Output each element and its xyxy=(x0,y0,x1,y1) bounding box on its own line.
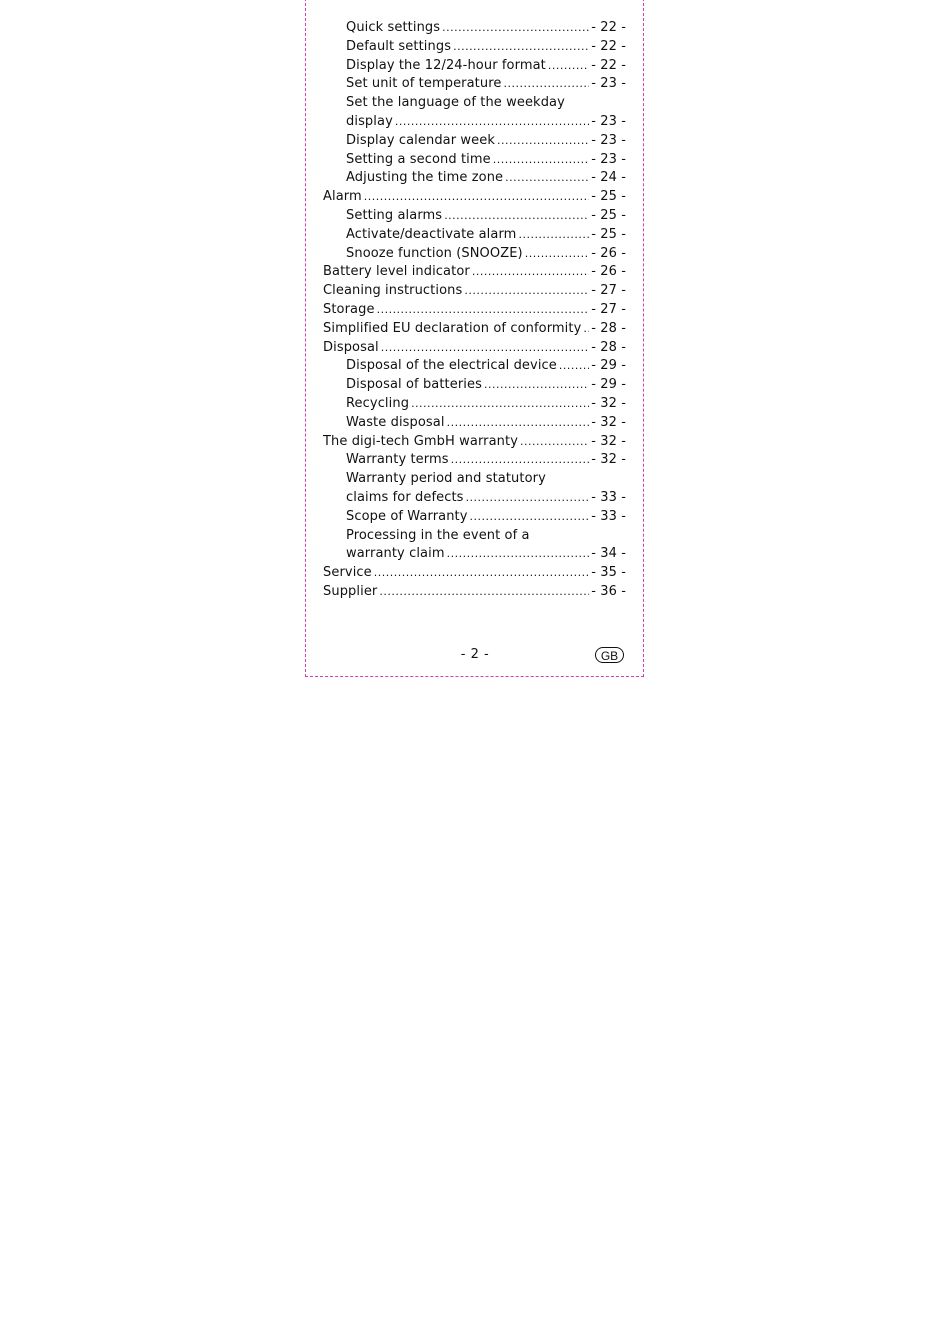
toc-entry-title: Recycling xyxy=(346,395,410,411)
toc-subentry[interactable] xyxy=(323,414,626,433)
toc-subentry[interactable] xyxy=(323,545,626,564)
toc-entry-page: - 35 - xyxy=(591,565,626,581)
toc-entry-page: - 25 - xyxy=(591,226,626,242)
toc-entry-page: - 29 - xyxy=(591,377,626,393)
toc-entry-title: Processing in the event of a xyxy=(346,527,530,543)
toc-entry-title: Storage xyxy=(323,301,375,317)
toc-entry-title: Disposal xyxy=(323,339,379,355)
language-badge: GB xyxy=(595,647,624,663)
toc-subentry[interactable] xyxy=(323,508,626,527)
toc-entry-page: - 36 - xyxy=(591,583,626,599)
toc-entry-title: Supplier xyxy=(323,583,378,599)
toc-dot-leader xyxy=(466,489,590,508)
toc-subentry[interactable] xyxy=(323,207,626,226)
toc-entry-page: - 29 - xyxy=(591,358,626,374)
toc-subentry[interactable] xyxy=(323,75,626,94)
toc-entry-title: Cleaning instructions xyxy=(323,283,463,299)
toc-dot-leader xyxy=(453,38,589,57)
toc-entry-title: Adjusting the time zone xyxy=(346,170,504,186)
toc-entry-title: Display calendar week xyxy=(346,132,495,148)
toc-entry-title: Setting a second time xyxy=(346,151,491,167)
toc-entry[interactable] xyxy=(323,282,626,301)
toc-entry-title: Quick settings xyxy=(346,20,441,35)
toc-subentry[interactable] xyxy=(323,357,626,376)
toc-dot-leader xyxy=(447,414,590,433)
toc-dot-leader xyxy=(559,357,589,376)
toc-subentry[interactable] xyxy=(323,489,626,508)
toc-subentry[interactable] xyxy=(323,169,626,188)
toc-entry-title: Warranty terms xyxy=(346,452,449,468)
toc-dot-leader xyxy=(503,75,589,94)
toc-entry[interactable] xyxy=(323,320,626,339)
toc-subentry[interactable] xyxy=(323,376,626,395)
toc-subentry[interactable] xyxy=(323,470,626,489)
toc-entry-title: Set the language of the weekday xyxy=(346,95,565,111)
toc-entry-page: - 22 - xyxy=(591,57,626,73)
toc-dot-leader xyxy=(377,301,590,320)
toc-dot-leader xyxy=(444,207,589,226)
toc-subentry[interactable] xyxy=(323,132,626,151)
table-of-contents xyxy=(323,19,626,602)
toc-dot-leader xyxy=(484,376,589,395)
toc-dot-leader xyxy=(451,451,590,470)
toc-dot-leader xyxy=(497,132,589,151)
toc-entry-title: Warranty period and statutory xyxy=(346,471,546,487)
toc-entry-page: - 27 - xyxy=(591,301,626,317)
toc-dot-leader xyxy=(381,339,589,358)
toc-entry-title: Snooze function (SNOOZE) xyxy=(346,245,523,261)
toc-entry-title: Waste disposal xyxy=(346,414,445,430)
toc-entry-title: Scope of Warranty xyxy=(346,508,468,524)
toc-dot-leader xyxy=(525,245,590,264)
toc-dot-leader xyxy=(464,282,589,301)
toc-entry-title: Service xyxy=(323,565,372,581)
toc-subentry[interactable] xyxy=(323,527,626,546)
toc-subentry[interactable] xyxy=(323,151,626,170)
toc-entry[interactable] xyxy=(323,583,626,602)
toc-entry[interactable] xyxy=(323,301,626,320)
toc-dot-leader xyxy=(583,320,589,339)
toc-entry-page: - 33 - xyxy=(591,489,626,505)
toc-entry[interactable] xyxy=(323,188,626,207)
toc-dot-leader xyxy=(411,395,589,414)
toc-dot-leader xyxy=(374,564,589,583)
toc-entry-title: Disposal of the electrical device xyxy=(346,358,557,374)
toc-entry-page: - 22 - xyxy=(591,38,626,54)
toc-entry[interactable] xyxy=(323,263,626,282)
toc-subentry[interactable] xyxy=(323,57,626,76)
toc-entry-title: Display the 12/24-hour format xyxy=(346,57,546,73)
toc-subentry[interactable] xyxy=(323,226,626,245)
toc-entry-title: Alarm xyxy=(323,189,362,205)
toc-dot-leader xyxy=(364,188,589,207)
toc-entry-title: The digi-tech GmbH warranty xyxy=(323,433,518,449)
toc-subentry[interactable] xyxy=(323,451,626,470)
toc-entry-page: - 28 - xyxy=(591,339,626,355)
toc-entry-page: - 23 - xyxy=(591,132,626,148)
toc-entry-page: - 23 - xyxy=(591,113,626,129)
toc-dot-leader xyxy=(518,226,589,245)
toc-entry-title: Disposal of batteries xyxy=(346,377,482,393)
toc-dot-leader xyxy=(520,433,589,452)
toc-entry-page: - 24 - xyxy=(591,170,626,186)
toc-entry-title: display xyxy=(346,113,393,129)
toc-entry-page: - 34 - xyxy=(591,546,626,562)
toc-entry-page: - 32 - xyxy=(591,452,626,468)
toc-entry-page: - 23 - xyxy=(591,151,626,167)
toc-dot-leader xyxy=(395,113,589,132)
toc-entry-title: claims for defects xyxy=(346,489,464,505)
toc-entry-page: - 28 - xyxy=(591,320,626,336)
toc-entry-page: - 27 - xyxy=(591,283,626,299)
toc-subentry[interactable] xyxy=(323,38,626,57)
toc-subentry[interactable] xyxy=(323,94,626,113)
toc-dot-leader xyxy=(472,263,589,282)
toc-entry-page: - 32 - xyxy=(591,414,626,430)
toc-entry-title: Default settings xyxy=(346,38,452,54)
toc-subentry[interactable] xyxy=(323,113,626,132)
toc-dot-leader xyxy=(505,169,589,188)
toc-dot-leader xyxy=(447,545,590,564)
toc-entry-page: - 32 - xyxy=(591,395,626,411)
toc-entry-title: Setting alarms xyxy=(346,207,443,223)
toc-dot-leader xyxy=(493,151,589,170)
toc-entry-title: Simplified EU declaration of conformity xyxy=(323,320,582,336)
toc-entry-page: - 32 - xyxy=(591,433,626,449)
toc-entry-title: Activate/deactivate alarm xyxy=(346,226,517,242)
toc-entry-title: Set unit of temperature xyxy=(346,76,502,92)
toc-entry-page: - 33 - xyxy=(591,508,626,524)
toc-entry-page: - 22 - xyxy=(591,20,626,35)
toc-entry-page: - 25 - xyxy=(591,207,626,223)
toc-entry-page: - 25 - xyxy=(591,189,626,205)
toc-entry[interactable] xyxy=(323,339,626,358)
toc-entry-page: - 26 - xyxy=(591,264,626,280)
toc-entry-title: warranty claim xyxy=(346,546,445,562)
toc-subentry[interactable] xyxy=(323,245,626,264)
toc-entry[interactable] xyxy=(323,564,626,583)
toc-dot-leader xyxy=(379,583,589,602)
toc-dot-leader xyxy=(442,19,589,38)
toc-subentry[interactable] xyxy=(323,19,626,38)
toc-subentry[interactable] xyxy=(323,395,626,414)
toc-entry-page: - 26 - xyxy=(591,245,626,261)
toc-entry-page: - 23 - xyxy=(591,76,626,92)
toc-dot-leader xyxy=(548,57,589,76)
toc-dot-leader xyxy=(470,508,590,527)
page-number: - 2 - xyxy=(460,647,490,662)
toc-entry-title: Battery level indicator xyxy=(323,264,470,280)
toc-entry[interactable] xyxy=(323,433,626,452)
